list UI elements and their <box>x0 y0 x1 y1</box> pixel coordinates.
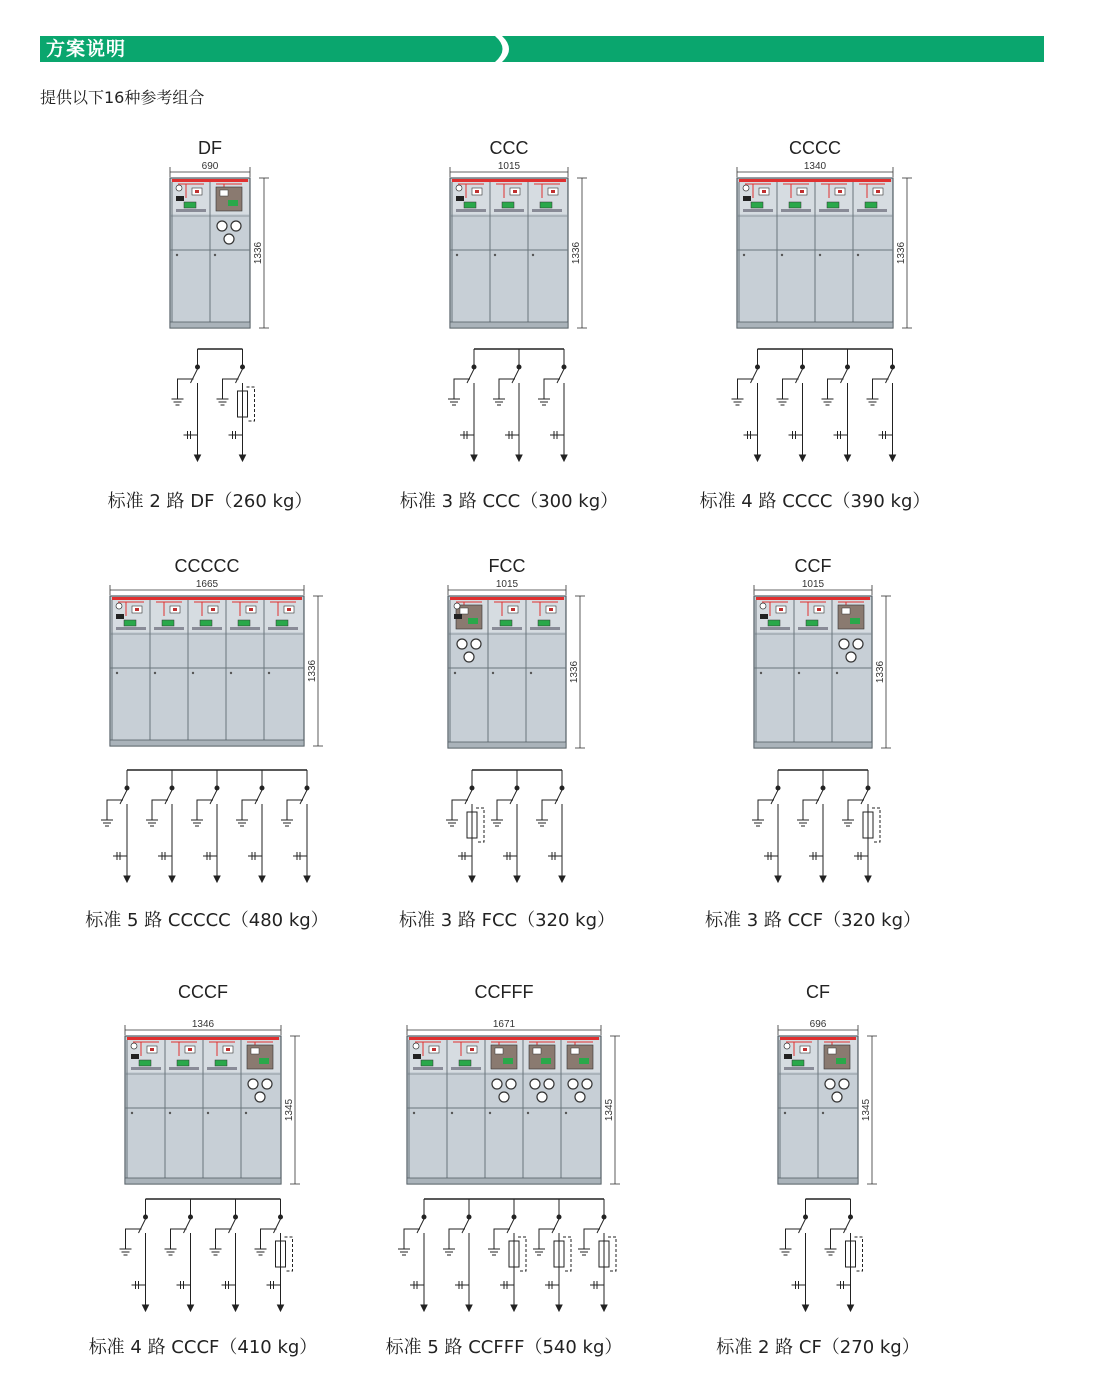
height-dimension-label: 1345 <box>284 1098 295 1122</box>
width-dimension-label: 1671 <box>492 1019 516 1030</box>
switch-blade <box>139 1219 146 1233</box>
cable-arrow-icon <box>601 1305 607 1311</box>
switch-blade <box>597 1219 604 1233</box>
operating-knob <box>544 1079 554 1089</box>
operating-knob <box>499 1092 509 1102</box>
junction-dot <box>234 1215 238 1219</box>
voltage-indicator-icon <box>131 1043 137 1049</box>
operating-knob <box>568 1079 578 1089</box>
operating-knob <box>575 1092 585 1102</box>
ground-icon <box>578 1249 590 1255</box>
switch-blade <box>844 1219 851 1233</box>
height-dimension-label: 1336 <box>896 241 907 265</box>
ground-icon <box>780 1249 792 1255</box>
ground-icon <box>825 1249 837 1255</box>
operating-knob <box>530 1079 540 1089</box>
combo-caption: 标准 5 路 CCFFF（540 kg） <box>385 1337 623 1358</box>
switch-blade <box>507 1219 514 1233</box>
operating-knob <box>248 1079 258 1089</box>
cable-arrow-icon <box>421 1305 427 1311</box>
section-title: 方案说明 <box>46 38 127 60</box>
voltage-sensor-icon <box>792 1281 806 1289</box>
voltage-indicator-icon <box>784 1043 790 1049</box>
combo-caption: 标准 3 路 CCF（320 kg） <box>704 910 922 931</box>
key-lock-icon <box>131 1054 139 1059</box>
status-indicator <box>139 1060 151 1066</box>
height-dimension-label: 1336 <box>571 241 582 265</box>
operating-knob <box>537 1092 547 1102</box>
status-indicator <box>215 1060 227 1066</box>
height-dimension-label: 1336 <box>253 241 264 265</box>
operating-knob <box>582 1079 592 1089</box>
cable-arrow-icon <box>143 1305 149 1311</box>
operating-knob <box>839 1079 849 1089</box>
cable-arrow-icon <box>188 1305 194 1311</box>
switch-blade <box>229 1219 236 1233</box>
status-indicator <box>792 1060 804 1066</box>
cable-arrow-icon <box>511 1305 517 1311</box>
combo-name: FCC <box>488 556 526 576</box>
combo-caption: 标准 2 路 DF（260 kg） <box>107 491 313 512</box>
junction-dot <box>602 1215 606 1219</box>
junction-dot <box>422 1215 426 1219</box>
combo-cf <box>658 0 978 1394</box>
combo-name: CF <box>806 982 830 1002</box>
width-dimension-label: 1015 <box>801 579 825 590</box>
switch-blade <box>552 1219 559 1233</box>
key-lock-icon <box>784 1054 792 1059</box>
junction-dot <box>279 1215 283 1219</box>
cabinet-base <box>125 1178 281 1184</box>
cabinet-busbar <box>409 1037 599 1040</box>
cabinet-front-view <box>43 1018 363 1202</box>
ground-icon <box>120 1249 132 1255</box>
junction-dot <box>849 1215 853 1219</box>
operating-knob <box>506 1079 516 1089</box>
ground-icon <box>210 1249 222 1255</box>
operating-knob <box>255 1092 265 1102</box>
junction-dot <box>189 1215 193 1219</box>
cabinet-busbar <box>127 1037 279 1040</box>
cabinet-front-view <box>658 1018 978 1202</box>
ground-icon <box>165 1249 177 1255</box>
ground-icon <box>398 1249 410 1255</box>
junction-dot <box>557 1215 561 1219</box>
voltage-sensor-icon <box>132 1281 146 1289</box>
height-dimension-label: 1336 <box>875 660 886 684</box>
voltage-sensor-icon <box>222 1281 236 1289</box>
combo-name: CCCF <box>178 982 228 1002</box>
switch-blade <box>274 1219 281 1233</box>
height-dimension-label: 1336 <box>307 659 318 683</box>
status-indicator <box>177 1060 189 1066</box>
voltage-sensor-icon <box>500 1281 514 1289</box>
cable-arrow-icon <box>556 1305 562 1311</box>
width-dimension-label: 1665 <box>195 579 219 590</box>
cable-arrow-icon <box>803 1305 809 1311</box>
voltage-sensor-icon <box>590 1281 604 1289</box>
junction-dot <box>512 1215 516 1219</box>
combo-name: CCCCC <box>174 556 240 576</box>
cable-arrow-icon <box>278 1305 284 1311</box>
cabinet-front-view <box>344 1018 664 1202</box>
voltage-sensor-icon <box>267 1281 281 1289</box>
width-dimension-label: 696 <box>809 1019 827 1030</box>
width-dimension-label: 690 <box>201 161 219 172</box>
intro-text: 提供以下16种参考组合 <box>40 88 205 107</box>
cable-arrow-icon <box>848 1305 854 1311</box>
height-dimension-label: 1345 <box>861 1098 872 1122</box>
combo-caption: 标准 4 路 CCCC（390 kg） <box>699 491 931 512</box>
switch-blade <box>462 1219 469 1233</box>
junction-dot <box>804 1215 808 1219</box>
switch-blade <box>184 1219 191 1233</box>
height-dimension-label: 1336 <box>569 660 580 684</box>
voltage-sensor-icon <box>177 1281 191 1289</box>
voltage-sensor-icon <box>545 1281 559 1289</box>
cabinet-busbar <box>780 1037 856 1040</box>
switch-blade <box>417 1219 424 1233</box>
status-indicator <box>459 1060 471 1066</box>
ground-icon <box>443 1249 455 1255</box>
combo-caption: 标准 3 路 FCC（320 kg） <box>398 910 616 931</box>
voltage-sensor-icon <box>455 1281 469 1289</box>
combo-name: CCFFF <box>474 982 534 1002</box>
combo-ccfff <box>344 0 664 1394</box>
width-dimension-label: 1346 <box>191 1019 215 1030</box>
ground-icon <box>488 1249 500 1255</box>
voltage-sensor-icon <box>837 1281 851 1289</box>
ground-icon <box>255 1249 267 1255</box>
switch-blade <box>799 1219 806 1233</box>
single-line-diagram <box>344 1195 664 1335</box>
combo-name: CCF <box>794 556 832 576</box>
combo-name: DF <box>198 138 222 158</box>
combo-name: CCCC <box>789 138 841 158</box>
width-dimension-label: 1015 <box>497 161 521 172</box>
cable-arrow-icon <box>466 1305 472 1311</box>
junction-dot <box>144 1215 148 1219</box>
voltage-indicator-icon <box>413 1043 419 1049</box>
single-line-diagram <box>658 1195 978 1335</box>
single-line-diagram <box>43 1195 363 1335</box>
cable-arrow-icon <box>233 1305 239 1311</box>
cabinet-base <box>407 1178 601 1184</box>
operating-knob <box>262 1079 272 1089</box>
operating-knob <box>492 1079 502 1089</box>
operating-knob <box>832 1092 842 1102</box>
combo-caption: 标准 3 路 CCC（300 kg） <box>399 491 619 512</box>
combo-caption: 标准 5 路 CCCCC（480 kg） <box>85 910 329 931</box>
combo-caption: 标准 4 路 CCCF（410 kg） <box>88 1337 318 1358</box>
height-dimension-label: 1345 <box>604 1098 615 1122</box>
width-dimension-label: 1015 <box>495 579 519 590</box>
ground-icon <box>533 1249 545 1255</box>
key-lock-icon <box>413 1054 421 1059</box>
width-dimension-label: 1340 <box>803 161 827 172</box>
combo-cccf <box>43 0 363 1394</box>
combo-name: CCC <box>489 138 529 158</box>
operating-knob <box>825 1079 835 1089</box>
voltage-sensor-icon <box>410 1281 424 1289</box>
cabinet-base <box>778 1178 858 1184</box>
junction-dot <box>467 1215 471 1219</box>
status-indicator <box>421 1060 433 1066</box>
combo-caption: 标准 2 路 CF（270 kg） <box>716 1337 920 1358</box>
